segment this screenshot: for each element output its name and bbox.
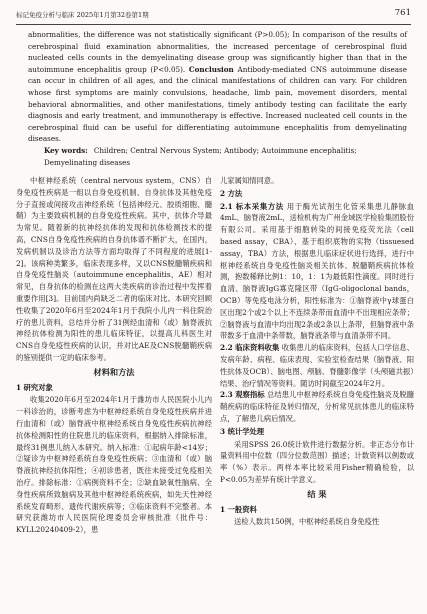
subheading-general-data: 1 一般资料 xyxy=(220,504,257,514)
right-column xyxy=(220,175,414,528)
general-data-paragraph: 送检人数共150例，中枢神经系统自身免疫性 xyxy=(234,517,380,527)
consent-line: 儿家属知情同意。 xyxy=(220,176,279,185)
indicators-label: 2.3 观察指标 xyxy=(220,390,265,400)
abstract-results: abnormalities, the difference was not statistically significant (P>0.05); In comparison of the results of cerebrospinal fluid examination abnormalities, the increased percentage of cerebrospinal fluid nucleated cells counts in the demyelinating disease group was significantly higher than that in the autoimmune encephalitis group (P<0.05). xyxy=(28,30,407,74)
page-number: 761 xyxy=(394,8,411,18)
keywords-label: Key words: xyxy=(44,146,88,155)
indicators-paragraph xyxy=(220,389,414,424)
sample-collection-text: 用于酶光试剂生化管采集患儿静脉血4mL、脑脊液2mL，送检机构为广州金域医学检验集团股份有限公司。采用基于细胞转染的间接免疫荧光法（cell based assay，CBA）、基于组织底物的实物（tissuesed assay，TBA）方法，根据患儿临床症状进行选择，进行中枢神经系统自身免疫性脑炎相关抗体、脱髓鞘疾病抗体检测，抱数稀释比例1：10，1：1为最低阳性滴度。同时进行血清、脑脊液IgG寡克隆区带（IgG-oligoclonal bands，OCB）等免疫电泳分析，阳性标准为：①脑脊液中γ球蛋白区出现2个或2个以上不连续条带而血清中不出现相应条带；②脑脊液与血清中均出现2条或2条以上条带，但脑脊液中条带数多于血清中条带数，脑脊液条带与血清条带不同。 xyxy=(220,201,414,341)
abstract-conclusion: Antibody-mediated CNS autoimmune disease can occur in children of all ages, and the clinical manifestations of children can vary. For children whose first symptoms are mainly convulsions, headache, limb pain, movement disorders, mental behavioral abnormalities, and other manifestations, timely antibody testing can facilitate the early diagnosis and early treatment, and immunotherapy is effective. Increased nucleated cell counts in the cerebrospinal fluid can be useful for differentiating autoimmune encephalitis from demyelinating diseases. xyxy=(28,64,407,144)
running-header xyxy=(16,8,411,25)
clinical-data-paragraph xyxy=(220,342,414,389)
section-heading-methods: 材料和方法 xyxy=(93,366,135,377)
sample-collection-paragraph xyxy=(220,201,414,343)
clinical-data-text: 收集患儿的临床资料，包括人口学信息、发病年龄、病程、临床表现、实验室检查结果（脑脊液、阳性抗体及OCB）、脑电图、颅脑、脊髓影像学（头颅磁共振）结果、治疗情况等资料。随访时间截至2024年2月。 xyxy=(220,343,414,388)
clinical-data-label: 2.2 临床资料收集 xyxy=(220,343,280,353)
statistics-paragraph: 采用SPSS 26.0统计软件进行数据分析。非正态分布计量资料用中位数（四分位数范围）描述；计数资料以例数或率（%）表示。两样本率比较采用Fisher精确检验，以P<0.05为差异有统计学意义。 xyxy=(220,439,414,484)
english-abstract xyxy=(28,29,407,145)
left-column xyxy=(16,175,212,536)
section-heading-results: 结 果 xyxy=(307,488,327,499)
journal-header: 标记免疫分析与临床 2025年1月第32卷第1期 xyxy=(16,11,149,19)
introduction-paragraph: 中枢神经系统（central nervous system，CNS）自身免疫性疾病是一组以自身免疫机制、自身抗体及其他免疫分子直接或间接攻击神经系统（包括神经元、胶质细胞、髓鞘）为主要致病机制的自身免疫性疾病。其中，抗体介导最为常见。随着新的抗神经抗体的发现和抗体检测技术的提高，CNS自身免疫性疾病的自身抗体谱不断扩大，在国内，发病机制以及诊治方法等方面均取得了不同程度的进展[1-2]。该病种类繁多，临床表现多样，又以CNS脱髓鞘疾病和自身免疫性脑炎（autoimmune encephalitis，AE）相对常见，自身抗体的检测在这两大类疾病的诊治过程中发挥着重要作用[3]。目前国内尚缺乏二者的临床对比。本研究回顾性收集了2020年6月至2024年1月于我院小儿内一科住院治疗的患儿资料，总结并分析了31例经血清和（或）脑脊液抗神经抗体检测为阳性的患儿临床特征，以提高儿科医生对CNS自身免疫性疾病的认识，并对比AE及CNS脱髓鞘疾病的鉴别提供一定的临床参考。 xyxy=(16,176,212,362)
keywords-text: Children; Central Nervous System; Antibody; Autoimmune encephalitis; Demyelinating diseases xyxy=(44,146,357,167)
conclusion-label: Conclusion xyxy=(188,64,234,74)
subjects-paragraph: 收集2020年6月至2024年1月于潍坊市人民医院小儿内一科诊治的，诊断考虑为中枢神经系统自身免疫性疾病并进行血清和（或）脑脊液中枢神经系统自身免疫性疾病抗神经抗体检测阳性的住院患儿的临床资料，根据纳入排除标准，最终31例患儿纳入本研究。纳入标准：①起病年龄<14岁；②疑诊为中枢神经系统自身免疫性疾病；③血清和（或）脑脊液抗神经抗体阳性；④初诊患者，既往未接受过免疫相关治疗。排除标准：①病例资料不全；②缺血缺氧性脑病、全身性疾病所致脑病及其他中枢神经系统疾病，如先天性神经系统发育畸形、遗传代谢疾病等；③临床资料不完整者。本研究获潍坊市人民医院伦理委员会审核批准（批件号：KYLL20240409-2），患 xyxy=(16,395,212,535)
indicators-text: 总结患儿中枢神经系统自身免疫性脑炎及脱髓鞘疾病的临床特征及转归情况，分析常见抗体患儿的临床特点，了解患儿病后情况。 xyxy=(220,390,414,423)
subheading-subjects: 1 研究对象 xyxy=(16,382,53,392)
subheading-statistics: 3 统计学处理 xyxy=(220,426,265,436)
sample-collection-label: 2.1 标本采集方法 xyxy=(220,201,284,211)
subheading-methods: 2 方法 xyxy=(220,188,243,198)
keywords xyxy=(44,145,403,168)
